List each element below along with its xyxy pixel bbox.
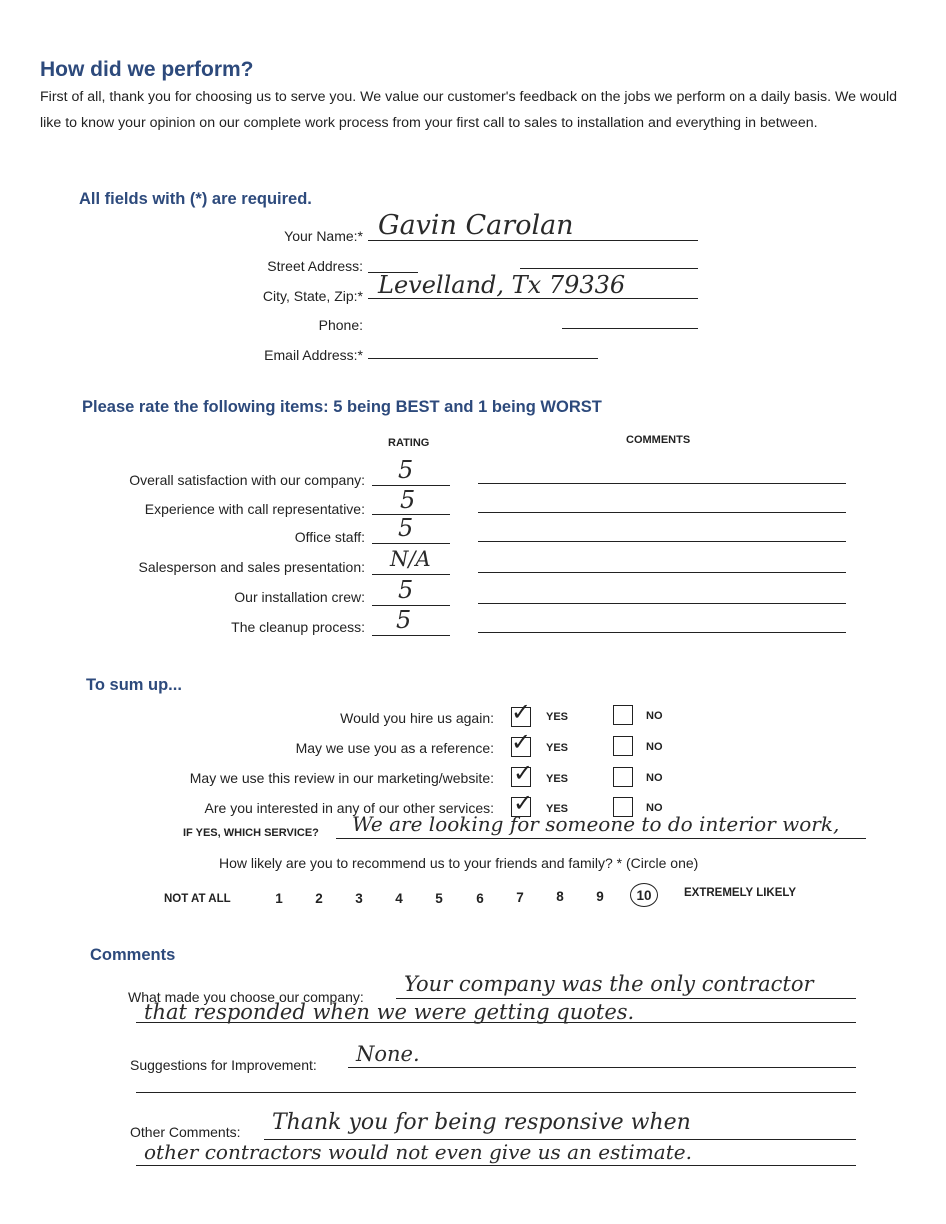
checkmark-icon: ✓ [511, 698, 532, 726]
yes-label: YES [546, 803, 569, 815]
rating-value: 5 [398, 514, 414, 542]
rating-field[interactable] [372, 574, 450, 575]
email-field[interactable] [368, 358, 598, 359]
question-label: May we use you as a reference: [295, 740, 494, 756]
rating-field[interactable] [372, 635, 450, 636]
rating-item-label: The cleanup process: [231, 619, 365, 635]
name-label: Your Name:* [284, 228, 363, 244]
rating-field[interactable] [372, 543, 450, 544]
scale-option-10[interactable]: 10 [636, 888, 652, 903]
suggestions-field-line2[interactable] [136, 1092, 856, 1093]
no-label: NO [646, 741, 663, 753]
question-label: Are you interested in any of our other services: [204, 800, 494, 816]
scale-high-label: EXTREMELY LIKELY [684, 887, 797, 899]
rating-item-label: Office staff: [294, 529, 365, 545]
yes-label: YES [546, 773, 569, 785]
name-value: Gavin Carolan [378, 210, 574, 241]
required-fields-heading: All fields with (*) are required. [79, 190, 312, 208]
rating-comment-field[interactable] [478, 572, 846, 573]
no-checkbox[interactable] [613, 705, 633, 725]
choose-value-line1: Your company was the only contractor [404, 972, 814, 996]
selected-circle-icon [630, 883, 658, 907]
rating-item-label: Our installation crew: [234, 589, 365, 605]
city-state-zip-label: City, State, Zip:* [262, 288, 363, 304]
rating-heading: Please rate the following items: 5 being BEST and 1 being WORST [82, 398, 602, 416]
comments-heading: Comments [90, 946, 176, 964]
city-state-zip-value: Levelland, Tx 79336 [378, 271, 626, 299]
email-label: Email Address:* [264, 347, 363, 363]
rating-value: 5 [396, 606, 412, 634]
choose-field[interactable] [396, 998, 856, 999]
other-comments-value-line2: other contractors would not even give us an estimate. [144, 1140, 692, 1164]
question-label: Would you hire us again: [340, 710, 494, 726]
no-checkbox[interactable] [613, 767, 633, 787]
street-field-line2[interactable] [520, 268, 698, 269]
rating-value: 5 [398, 456, 414, 484]
intro-text: First of all, thank you for choosing us to serve you. We value our customer's feedback on the jobs we perform on a daily basis. We would like to know your opinion on our complete work process from your first call to sales to installation and everything in between. [40, 89, 898, 131]
checkmark-icon: ✓ [511, 728, 532, 756]
yes-label: YES [546, 742, 569, 754]
scale-option-5[interactable]: 5 [435, 891, 443, 906]
service-label: IF YES, WHICH SERVICE? [183, 827, 319, 839]
rating-comment-field[interactable] [478, 632, 846, 633]
scale-option-9[interactable]: 9 [596, 889, 604, 904]
no-label: NO [646, 772, 663, 784]
scale-option-1[interactable]: 1 [275, 891, 283, 906]
service-value: We are looking for someone to do interior work, [352, 812, 840, 836]
scale-option-2[interactable]: 2 [315, 891, 323, 906]
choose-value-line2: that responded when we were getting quotes. [144, 1000, 635, 1024]
recommend-question: How likely are you to recommend us to your friends and family? * (Circle one) [219, 855, 699, 871]
street-label: Street Address: [267, 258, 363, 274]
rating-column-header: RATING [388, 437, 430, 449]
phone-label: Phone: [318, 317, 363, 333]
yes-label: YES [546, 711, 569, 723]
other-comments-label: Other Comments: [130, 1124, 241, 1140]
service-field[interactable] [336, 838, 866, 839]
checkmark-icon: ✓ [513, 789, 534, 817]
scale-option-3[interactable]: 3 [355, 891, 363, 906]
rating-comment-field[interactable] [478, 483, 846, 484]
suggestions-label: Suggestions for Improvement: [130, 1057, 317, 1073]
checkmark-icon: ✓ [513, 759, 534, 787]
scale-option-7[interactable]: 7 [516, 890, 524, 905]
suggestions-value: None. [356, 1042, 420, 1066]
no-checkbox[interactable] [613, 736, 633, 756]
comments-column-header: COMMENTS [626, 434, 691, 446]
rating-comment-field[interactable] [478, 603, 846, 604]
question-label: May we use this review in our marketing/website: [189, 770, 494, 786]
suggestions-field[interactable] [348, 1067, 856, 1068]
rating-value: 5 [400, 486, 416, 514]
no-label: NO [646, 802, 663, 814]
rating-comment-field[interactable] [478, 541, 846, 542]
other-comments-field-line2[interactable] [136, 1165, 856, 1166]
rating-value: 5 [398, 576, 414, 604]
no-label: NO [646, 710, 663, 722]
rating-item-label: Overall satisfaction with our company: [129, 472, 365, 488]
phone-field[interactable] [562, 328, 698, 329]
scale-option-6[interactable]: 6 [476, 891, 484, 906]
rating-comment-field[interactable] [478, 512, 846, 513]
scale-option-8[interactable]: 8 [556, 889, 564, 904]
rating-value: N/A [390, 547, 431, 571]
page-title: How did we perform? [40, 58, 254, 81]
rating-item-label: Experience with call representative: [144, 501, 365, 517]
sum-up-heading: To sum up... [86, 676, 182, 694]
choose-label: What made you choose our company: [128, 989, 364, 1005]
other-comments-value-line1: Thank you for being responsive when [272, 1110, 691, 1135]
rating-item-label: Salesperson and sales presentation: [138, 559, 365, 575]
scale-option-4[interactable]: 4 [395, 891, 403, 906]
scale-low-label: NOT AT ALL [164, 893, 231, 905]
